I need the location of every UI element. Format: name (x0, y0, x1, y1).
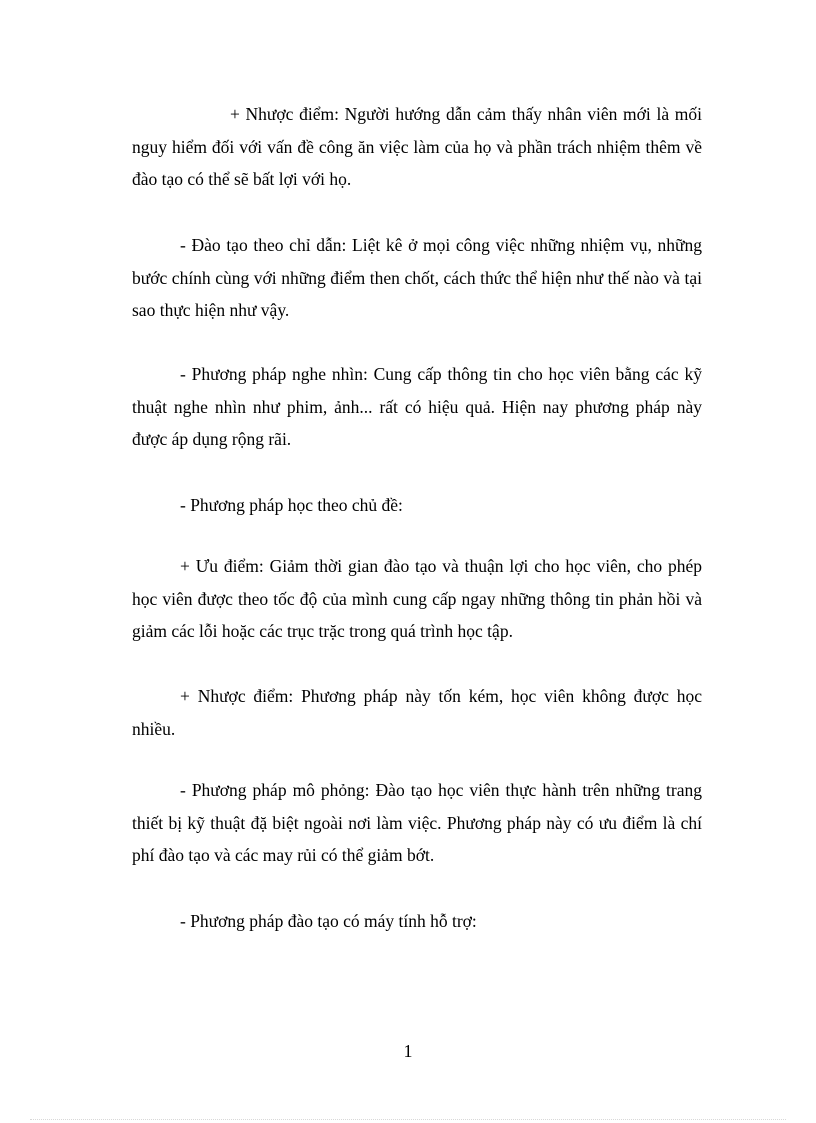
paragraph-topic-drawback: + Nhược điểm: Phương pháp này tốn kém, học viên không được học nhiều. (132, 686, 702, 739)
paragraph-topic-method-heading: - Phương pháp học theo chủ đề: (180, 495, 403, 515)
paragraph-computer-assisted-heading: - Phương pháp đào tạo có máy tính hỗ trợ: (180, 911, 477, 931)
page-bottom-edge (30, 1119, 786, 1120)
paragraph-instruction-training: - Đào tạo theo chỉ dẫn: Liệt kê ở mọi công việc những nhiệm vụ, những bước chính cùng với những điểm then chốt, cách thức thể hiện như thế nào và tại sao thực hiện như vậy. (132, 235, 702, 320)
paragraph-audiovisual-method: - Phương pháp nghe nhìn: Cung cấp thông tin cho học viên bằng các kỹ thuật nghe nhìn như phim, ảnh... rất có hiệu quả. Hiện nay phương pháp này được áp dụng rộng rãi. (132, 364, 702, 449)
paragraph-simulation-method: - Phương pháp mô phỏng: Đào tạo học viên thực hành trên những trang thiết bị kỹ thuật đặ biệt ngoài nơi làm việc. Phương pháp này có ưu điểm là chí phí đào tạo và các may rủi có thể giảm bớt. (132, 780, 702, 865)
paragraph-drawback-mentor: + Nhược điểm: Người hướng dẫn cảm thấy nhân viên mới là mối nguy hiểm đối với vấn đề công ăn việc làm của họ và phần trách nhiệm thêm về đào tạo có thể sẽ bất lợi với họ. (132, 104, 702, 189)
page-number: 1 (403, 1041, 413, 1061)
paragraph-topic-advantage: + Ưu điểm: Giảm thời gian đào tạo và thuận lợi cho học viên, cho phép học viên được theo tốc độ của mình cung cấp ngay những thông tin phản hồi và giảm các lỗi hoặc các trục trặc trong quá trình học tập. (132, 556, 702, 641)
